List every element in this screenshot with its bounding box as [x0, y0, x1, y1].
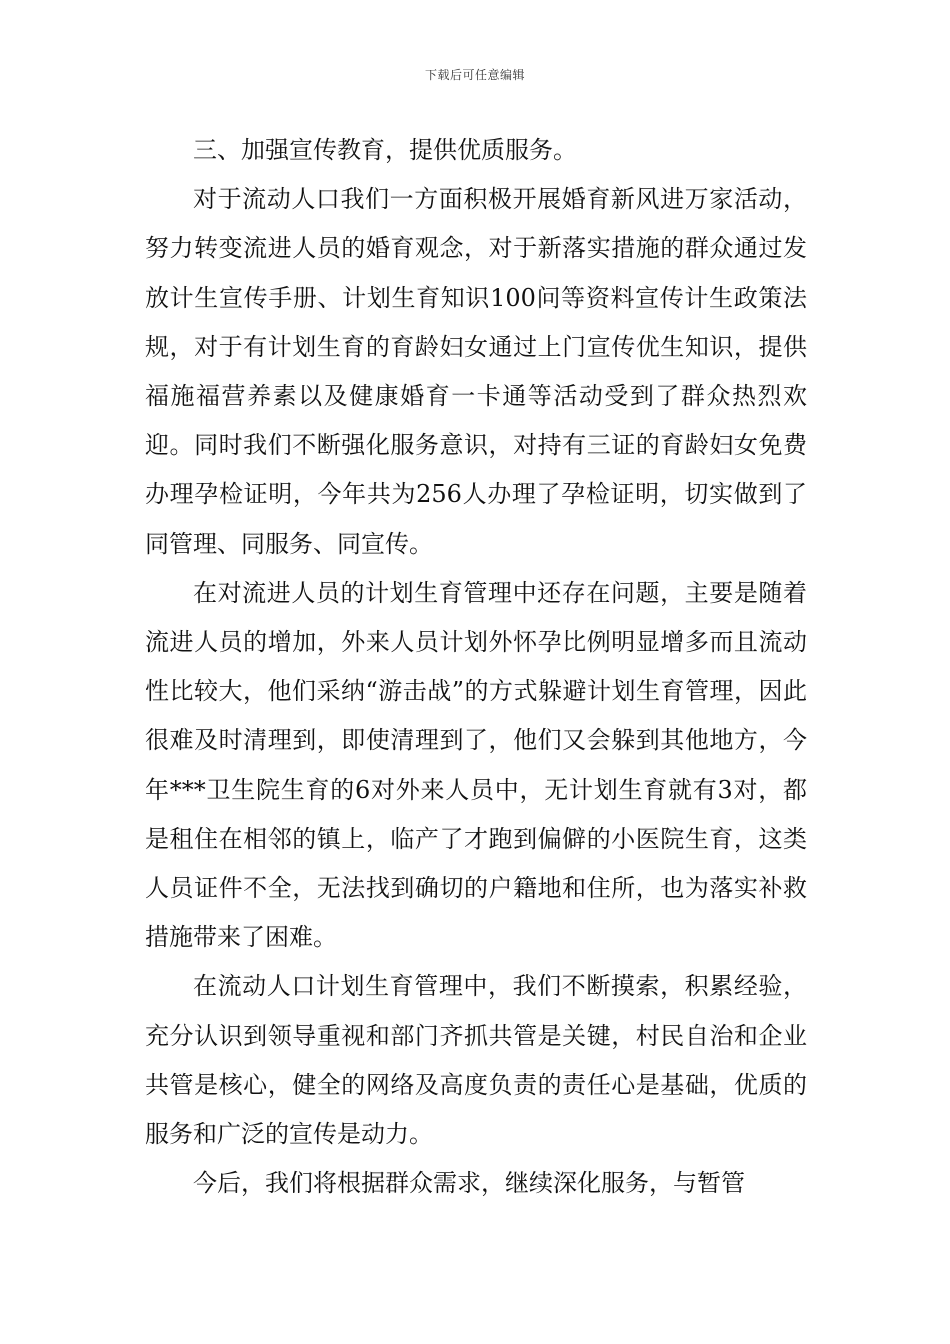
document-body	[145, 126, 807, 1208]
paragraph: 对于流动人口我们一方面积极开展婚育新风进万家活动，努力转变流进人员的婚育观念，对于新落实措施的群众通过发放计生宣传手册、计划生育知识100问等资料宣传计生政策法规，对于有计划生育的育龄妇女通过上门宣传优生知识，提供福施福营养素以及健康婚育一卡通等活动受到了群众热烈欢迎。同时我们不断强化服务意识，对持有三证的育龄妇女免费办理孕检证明，今年共为256人办理了孕检证明，切实做到了同管理、同服务、同宣传。	[145, 185, 807, 558]
paragraph: 在对流进人员的计划生育管理中还存在问题，主要是随着流进人员的增加，外来人员计划外怀孕比例明显增多而且流动性比较大，他们采纳“游击战”的方式躲避计划生育管理，因此很难及时清理到，即使清理到了，他们又会躲到其他地方，今年***卫生院生育的6对外来人员中，无计划生育就有3对，都是租住在相邻的镇上，临产了才跑到偏僻的小医院生育，这类人员证件不全，无法找到确切的户籍地和住所，也为落实补救措施带来了困难。	[145, 578, 807, 952]
paragraph: 今后，我们将根据群众需求，继续深化服务，与暂管	[193, 1169, 745, 1198]
section-heading: 三、加强宣传教育，提供优质服务。	[193, 136, 577, 164]
page-header: 下载后可任意编辑	[424, 68, 525, 82]
paragraph: 在流动人口计划生育管理中，我们不断摸索，积累经验，充分认识到领导重视和部门齐抓共管是关键，村民自治和企业共管是核心，健全的网络及高度负责的责任心是基础，优质的服务和广泛的宣传是动力。	[145, 972, 807, 1149]
